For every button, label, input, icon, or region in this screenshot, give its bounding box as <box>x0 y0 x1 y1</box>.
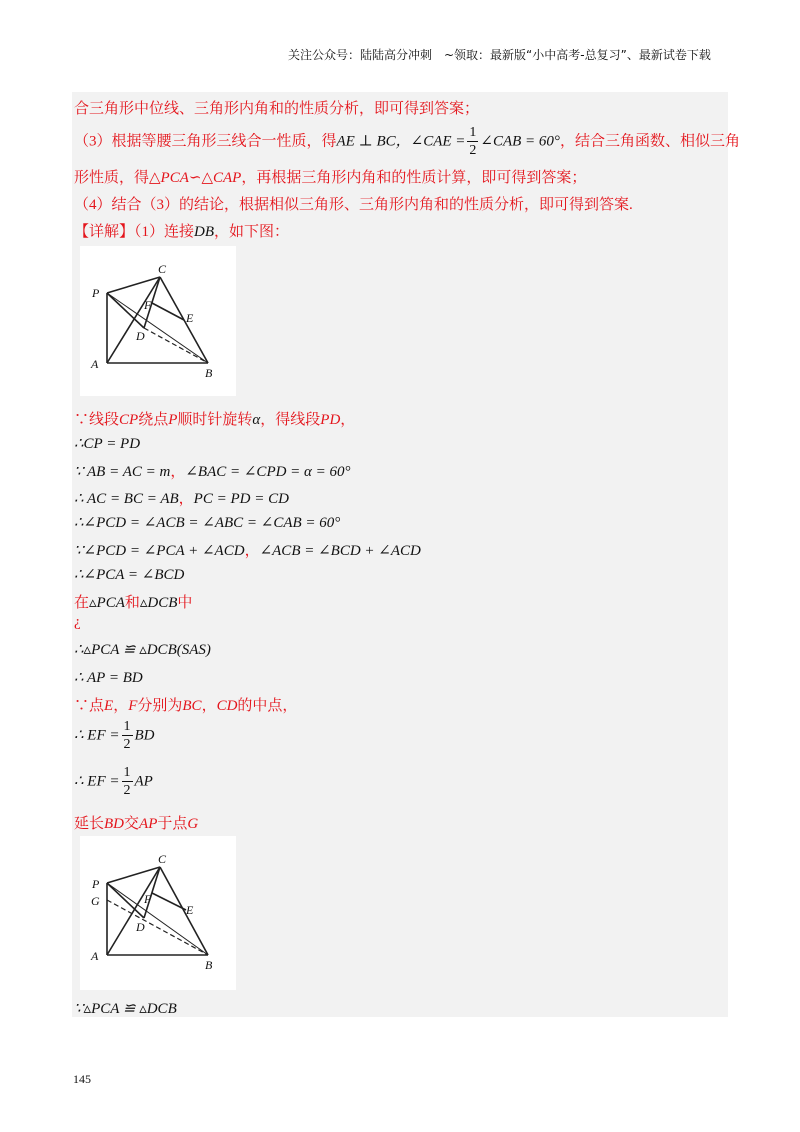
text-line-20 <box>74 812 198 833</box>
label-c: C <box>158 852 167 866</box>
text-segment: 顺时针旋转 <box>177 412 253 428</box>
text-segment: 中 <box>177 595 193 611</box>
fraction-numerator: 1 <box>123 765 131 780</box>
math-segment: P <box>168 412 178 428</box>
math-segment: F <box>128 698 138 714</box>
text-line-1: 合三角形中位线、三角形内角和的性质分析，即可得到答案； <box>74 101 480 117</box>
text-line-4: （4）结合（3）的结论，根据相似三角形、三角形内角和的性质分析，即可得到答案. <box>74 197 633 213</box>
text-segment: ， <box>178 491 194 507</box>
math-segment: ，∠CAE = <box>395 133 466 150</box>
math-segment: AP <box>134 773 153 790</box>
label-e: E <box>186 903 194 917</box>
geometry-figure-2 <box>80 836 236 990</box>
text-line-14: ¿ <box>74 614 81 630</box>
math-segment: ∠CAB = 60° <box>480 133 560 150</box>
math-segment: DB <box>194 224 215 240</box>
math-segment: BC <box>182 698 202 714</box>
text-line-7: ∴CP = PD <box>74 436 141 452</box>
math-segment: ∵∠PCD = ∠PCA + ∠ACD <box>74 543 245 559</box>
text-segment: ， <box>170 464 186 480</box>
text-segment: ， <box>113 698 129 714</box>
label-p: P <box>92 286 100 300</box>
text-line-13 <box>74 591 192 612</box>
label-a: A <box>91 949 99 963</box>
math-segment: PD <box>320 412 341 428</box>
fraction-numerator: 1 <box>123 719 131 734</box>
fraction-denominator: 2 <box>469 143 477 158</box>
fraction-denominator: 2 <box>123 737 131 752</box>
text-segment: ， <box>201 698 217 714</box>
math-segment: CP <box>119 412 139 428</box>
label-f: F <box>144 298 152 312</box>
math-segment: AP <box>139 816 158 832</box>
text-segment: ， <box>340 412 356 428</box>
math-segment: AE ⊥ BC <box>336 133 396 150</box>
text-segment: 形性质，得△ <box>74 170 161 186</box>
text-line-19 <box>74 766 153 798</box>
label-d: D <box>136 920 145 934</box>
label-b: B <box>205 366 213 380</box>
text-segment: 在 <box>74 595 90 611</box>
fraction <box>467 126 478 158</box>
text-segment: 【详解】（1）连接 <box>74 224 195 240</box>
text-line-16: ∴ AP = BD <box>74 670 143 686</box>
math-segment: ∴ EF = <box>74 773 120 790</box>
math-segment: E <box>104 698 114 714</box>
label-p: P <box>92 877 100 891</box>
fraction <box>122 720 133 752</box>
label-e: E <box>186 311 194 325</box>
segment-cb <box>160 867 208 955</box>
text-line-2 <box>74 126 740 158</box>
label-f: F <box>144 892 152 906</box>
text-line-10: ∴∠PCD = ∠ACB = ∠ABC = ∠CAB = 60° <box>74 515 341 531</box>
text-line-6 <box>74 408 355 429</box>
math-segment: ∠ACB = ∠BCD + ∠ACD <box>259 543 421 559</box>
text-segment: 和 <box>124 595 140 611</box>
text-line-17 <box>74 694 297 715</box>
math-segment: ∵▵PCA ≌ ▵DCB <box>74 1001 177 1017</box>
math-segment: ∴ AC = BC = AB <box>74 491 179 507</box>
fraction <box>122 766 133 798</box>
text-line-8 <box>74 460 351 481</box>
text-segment: 延长 <box>74 816 105 832</box>
text-segment: ， <box>244 543 260 559</box>
segment-fe <box>152 893 186 910</box>
text-line-12: ∴∠PCA = ∠BCD <box>74 567 185 583</box>
text-segment: ，再根据三角形内角和的性质计算，即可得到答案； <box>241 170 587 186</box>
math-segment: PCA∽△CAP <box>160 170 242 186</box>
text-line-9 <box>74 487 289 508</box>
text-segment: 交 <box>124 816 140 832</box>
label-b: B <box>205 958 213 972</box>
text-segment: 分别为 <box>137 698 183 714</box>
text-segment: 的中点， <box>237 698 298 714</box>
fraction-numerator: 1 <box>469 125 477 140</box>
math-segment: ▵PCA <box>89 595 125 611</box>
text-line-11 <box>74 539 421 560</box>
math-segment: CD <box>216 698 238 714</box>
page-number: 145 <box>73 1072 91 1086</box>
page-header: 关注公众号：陆陆高分冲刺 ~领取：最新版“小中高考-总复习”、最新试卷下载 <box>288 48 711 62</box>
label-a: A <box>91 357 99 371</box>
text-line-15: ∴▵PCA ≌ ▵DCB(SAS) <box>74 642 211 658</box>
text-line-18 <box>74 720 155 752</box>
math-segment: ∴ EF = <box>74 727 120 744</box>
segment-pb <box>107 293 208 363</box>
segment-pd <box>107 883 144 918</box>
fraction-denominator: 2 <box>123 783 131 798</box>
text-segment: ∵线段 <box>74 412 120 428</box>
text-segment: 绕点 <box>138 412 169 428</box>
math-segment: BD <box>134 727 155 744</box>
math-segment: α <box>252 412 261 428</box>
math-segment: G <box>187 816 199 832</box>
text-line-21 <box>74 999 177 1018</box>
geometry-figure-1 <box>80 246 236 396</box>
text-segment: ，如下图： <box>214 224 290 240</box>
label-g: G <box>91 894 100 908</box>
math-segment: BD <box>104 816 125 832</box>
text-segment: ∵点 <box>74 698 105 714</box>
segment-pb <box>107 883 208 955</box>
text-line-5 <box>74 220 289 241</box>
math-segment: PC = PD = CD <box>193 491 289 507</box>
math-segment: ▵DCB <box>139 595 178 611</box>
math-segment: ∠BAC = ∠CPD = α = 60° <box>185 464 351 480</box>
text-segment: 于点 <box>157 816 188 832</box>
text-segment: ，结合三角函数、相似三角 <box>559 133 740 150</box>
math-segment: ∵ AB = AC = m <box>74 464 171 480</box>
text-segment: ，得线段 <box>260 412 321 428</box>
text-line-3 <box>74 166 586 187</box>
label-d: D <box>136 329 145 343</box>
label-c: C <box>158 262 167 276</box>
text-segment: （3）根据等腰三角形三线合一性质，得 <box>74 133 337 150</box>
